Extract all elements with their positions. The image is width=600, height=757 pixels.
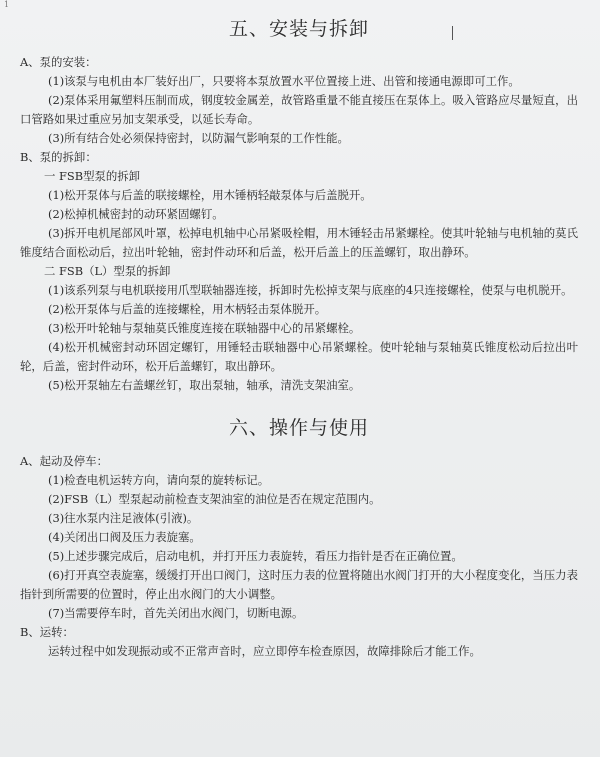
- corner-page-mark: 1: [4, 0, 10, 9]
- start-stop-heading: A、起动及停车：: [20, 454, 108, 468]
- fsbl-item-5: (5)松开泵轴左右盖螺丝钉，取出泵轴，轴承，清洗支架油室。: [48, 378, 361, 392]
- install-item-3: (3)所有结合处必须保持密封，以防漏气影响泵的工作性能。: [48, 131, 349, 145]
- start-item-3: (3)往水泵内注足液体(引液)。: [48, 511, 199, 525]
- operation-text: 运转过程中如发现振动或不正常声音时，应立即停车检查原因，故障排除后才能工作。: [48, 644, 481, 658]
- disassembly-heading: B、泵的拆卸：: [20, 150, 97, 164]
- fsbl-item-1: (1)该系列泵与电机联接用爪型联轴器连接，拆卸时先松掉支架与底座的4只连接螺栓，使泵与电机脱开。: [48, 283, 573, 297]
- fsbl-disassembly-heading: 二 FSB（L）型泵的拆卸: [44, 264, 171, 278]
- section-6-title: 六、操作与使用: [228, 417, 369, 439]
- install-item-2: (2)泵体采用氟塑料压制而成，钢度较金属差，故管路重量不能直接压在泵体上。吸入管路应尽量短直，出口管路如果过重应另加支架承受，以延长寿命。: [20, 93, 578, 126]
- start-item-5: (5)上述步骤完成后，启动电机，并打开压力表旋转，看压力指针是否在正确位置。: [48, 549, 463, 563]
- start-item-6: (6)打开真空表旋塞，缓缓打开出口阀门，这时压力表的位置将随出水阀门打开的大小程度变化，当压力表指针到所需要的位置时，停止出水阀门的大小调整。: [20, 568, 578, 601]
- fsbl-item-2: (2)松开泵体与后盖的连接螺栓，用木柄轻击泵体脱开。: [48, 302, 327, 316]
- start-item-7: (7)当需要停车时，首先关闭出水阀门，切断电源。: [48, 606, 304, 620]
- fsb-disassembly-heading: 一 FSB型泵的拆卸: [44, 169, 141, 183]
- start-item-1: (1)检查电机运转方向，请向泵的旋转标记。: [48, 473, 270, 487]
- fsb-item-2: (2)松掉机械密封的动环紧固螺钉。: [48, 207, 224, 221]
- start-item-4: (4)关闭出口阀及压力表旋塞。: [48, 530, 201, 544]
- operation-heading: B、运转：: [20, 625, 74, 639]
- fsbl-item-4: (4)松开机械密封动环固定螺钉，用锤轻击联轴器中心吊紧螺栓。使叶轮轴与泵轴莫氏锥度松动后拉出叶轮，后盖，密封件动环，松开后盖螺钉，取出静环。: [20, 340, 578, 373]
- install-item-1: (1)该泵与电机由本厂装好出厂，只要将本泵放置水平位置接上进、出管和接通电源即可工作。: [48, 74, 520, 88]
- fsb-item-1: (1)松开泵体与后盖的联接螺栓，用木锤柄轻敲泵体与后盖脱开。: [48, 188, 372, 202]
- start-item-2: (2)FSB（L）型泵起动前检查支架油室的油位是否在规定范围内。: [48, 492, 381, 506]
- install-heading: A、泵的安装：: [20, 55, 97, 69]
- fsb-item-3: (3)拆开电机尾部风叶罩，松掉电机轴中心吊紧吸栓帽，用木锤轻击吊紧螺栓。使其叶轮轴与电机轴的莫氏锥度结合面松动后，拉出叶轮轴，密封件动环和后盖，松开后盖上的压盖螺钉，取出静环。: [20, 226, 578, 259]
- pen-mark: [452, 26, 453, 40]
- section-5-title: 五、安装与拆卸: [228, 18, 369, 40]
- fsbl-item-3: (3)松开叶轮轴与泵轴莫氏锥度连接在联轴器中心的吊紧螺栓。: [48, 321, 361, 335]
